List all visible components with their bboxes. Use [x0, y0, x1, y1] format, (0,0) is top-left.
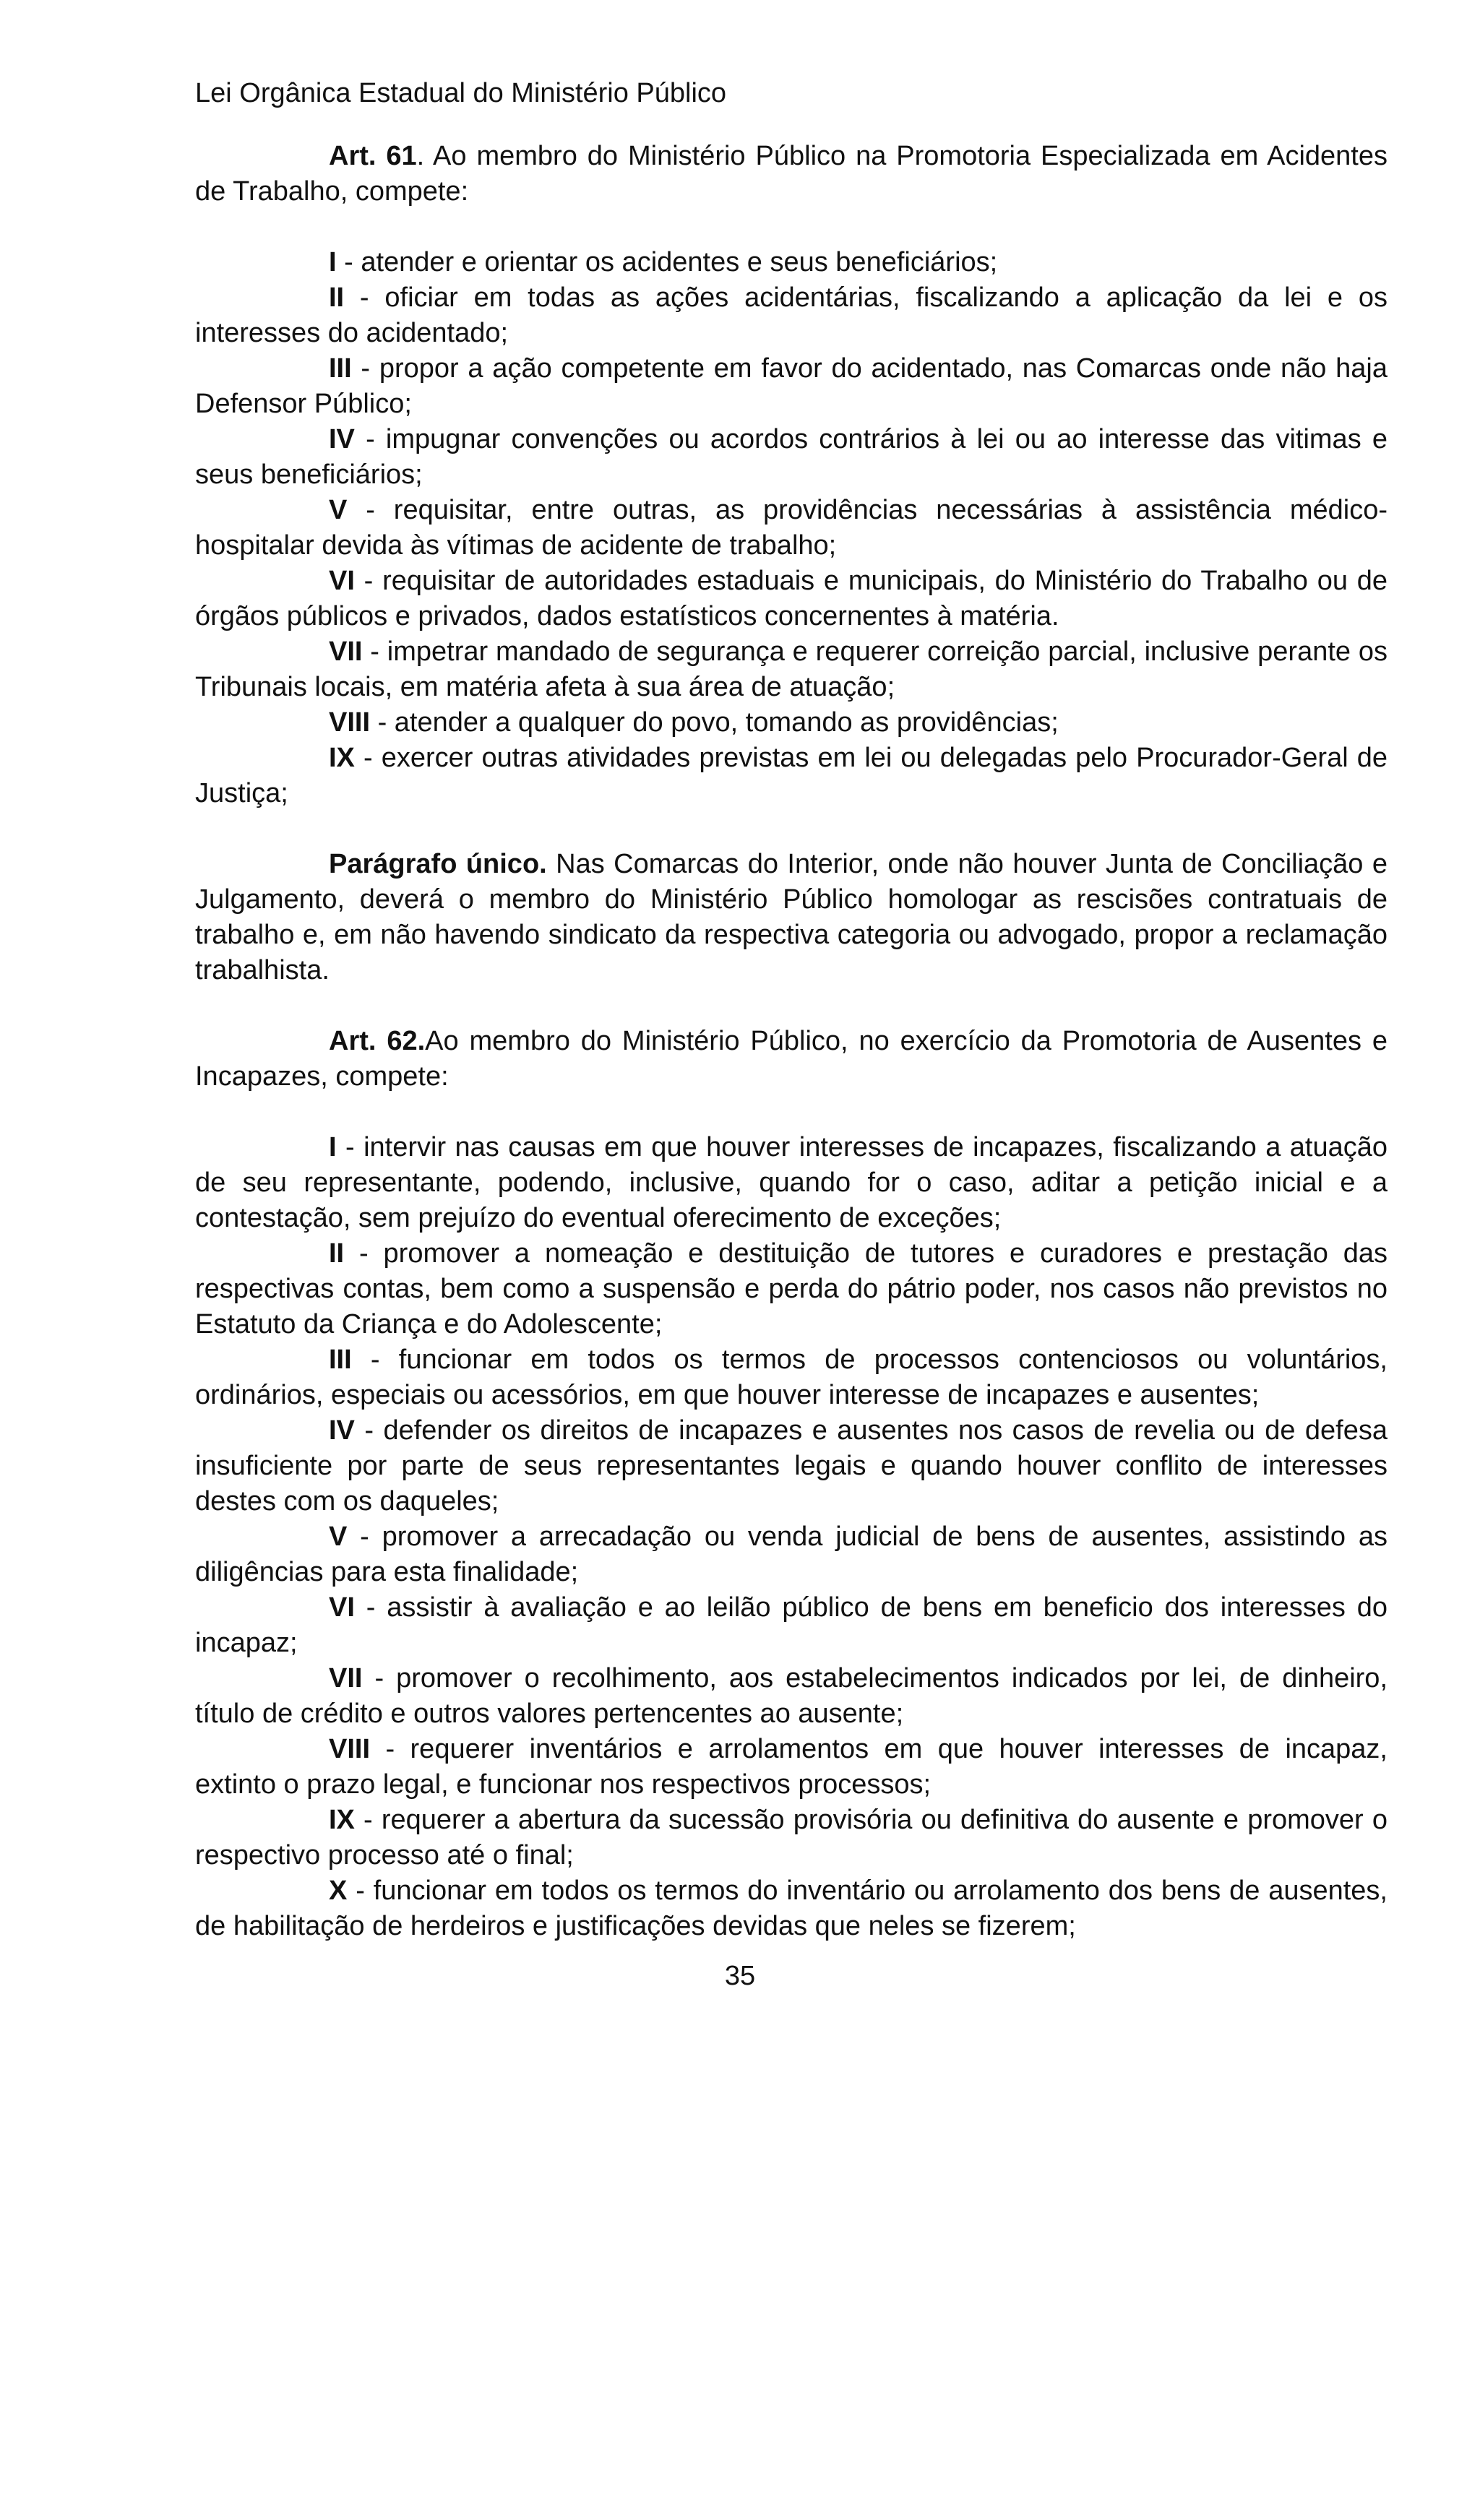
item-text: - requerer inventários e arrolamentos em que houver interesses de incapaz, extinto o prazo legal, e funcionar nos respectivos processos;: [195, 1734, 1388, 1800]
item-label: VI: [329, 1592, 355, 1623]
item-label: I: [329, 1132, 337, 1162]
item-label: IX: [329, 743, 355, 773]
item-text: - impugnar convenções ou acordos contrários à lei ou ao interesse das vitimas e seus beneficiários;: [195, 424, 1388, 490]
item-label: X: [329, 1876, 348, 1906]
item-text: - promover a nomeação e destituição de tutores e curadores e prestação das respectivas contas, bem como a suspensão e perda do pátrio poder, nos casos não previstos no Estatuto da Criança e do Adolescente;: [195, 1238, 1388, 1339]
item-text: - propor a ação competente em favor do acidentado, nas Comarcas onde não haja Defensor Público;: [195, 353, 1388, 419]
sole-paragraph-text: Nas Comarcas do Interior, onde não houver Junta de Conciliação e Julgamento, deverá o membro do Ministério Público homologar as rescisões contratuais de trabalho e, em não havendo sindicato da respectiva categoria ou advogado, propor a reclamação trabalhista.: [195, 849, 1388, 985]
item-label: V: [329, 495, 348, 525]
article-61-item: [195, 422, 1388, 493]
article-61-item: [195, 634, 1388, 705]
item-label: VII: [329, 1663, 363, 1693]
item-text: - atender a qualquer do povo, tomando as providências;: [370, 707, 1059, 738]
item-label: I: [329, 247, 337, 277]
item-text: - defender os direitos de incapazes e ausentes nos casos de revelia ou de defesa insuficiente por parte de seus representantes legais e quando houver conflito de interesses destes com os daqueles;: [195, 1415, 1388, 1516]
item-label: VIII: [329, 1734, 371, 1764]
item-text: - impetrar mandado de segurança e requerer correição parcial, inclusive perante os Tribunais locais, em matéria afeta à sua área de atuação;: [195, 637, 1388, 702]
article-61-item: [195, 351, 1388, 422]
item-label: III: [329, 1345, 352, 1375]
item-label: VII: [329, 637, 363, 667]
article-62-item: [195, 1661, 1388, 1732]
page-content: [195, 139, 1388, 1944]
item-text: - promover o recolhimento, aos estabelecimentos indicados por lei, de dinheiro, título de crédito e outros valores pertencentes ao ausente;: [195, 1663, 1388, 1729]
item-label: II: [329, 1238, 345, 1269]
item-label: III: [329, 353, 352, 384]
article-61-item: [195, 741, 1388, 811]
article-61-heading: [195, 139, 1388, 210]
article-62-item: [195, 1236, 1388, 1342]
article-61-sole-paragraph: [195, 847, 1388, 988]
article-62-item: [195, 1413, 1388, 1519]
article-62-item: [195, 1590, 1388, 1661]
page-number: 35: [724, 1961, 756, 1991]
article-62-text: Ao membro do Ministério Público, no exercício da Promotoria de Ausentes e Incapazes, compete:: [195, 1026, 1388, 1092]
sole-paragraph-label: Parágrafo único.: [329, 849, 547, 879]
article-62-item: [195, 1803, 1388, 1873]
article-62-label: Art. 62.: [329, 1026, 426, 1056]
item-text: - requisitar, entre outras, as providências necessárias à assistência médico-hospitalar devida às vítimas de acidente de trabalho;: [195, 495, 1388, 561]
spacer: [195, 1095, 1388, 1130]
article-61-label: Art. 61: [329, 141, 417, 171]
article-62-item: [195, 1873, 1388, 1944]
item-text: - oficiar em todas as ações acidentárias, fiscalizando a aplicação da lei e os interesses do acidentado;: [195, 282, 1388, 348]
article-62-item: [195, 1342, 1388, 1413]
item-label: VI: [329, 566, 355, 596]
item-text: - requerer a abertura da sucessão provisória ou definitiva do ausente e promover o respectivo processo até o final;: [195, 1805, 1388, 1870]
item-label: VIII: [329, 707, 371, 738]
running-header: Lei Orgânica Estadual do Ministério Público: [195, 78, 727, 108]
item-text: - assistir à avaliação e ao leilão público de bens em beneficio dos interesses do incapaz;: [195, 1592, 1388, 1658]
item-label: IV: [329, 1415, 355, 1446]
item-label: IV: [329, 424, 355, 454]
article-61-item: [195, 493, 1388, 564]
article-62-item: [195, 1519, 1388, 1590]
article-61-item: [195, 280, 1388, 351]
article-62-item: [195, 1732, 1388, 1803]
item-label: II: [329, 282, 345, 313]
spacer: [195, 811, 1388, 847]
spacer: [195, 988, 1388, 1024]
article-61-text: . Ao membro do Ministério Público na Promotoria Especializada em Acidentes de Trabalho, compete:: [195, 141, 1388, 207]
article-62-heading: [195, 1024, 1388, 1095]
item-text: - intervir nas causas em que houver interesses de incapazes, fiscalizando a atuação de seu representante, podendo, inclusive, quando for o caso, aditar a petição inicial e a contestação, sem prejuízo do eventual oferecimento de exceções;: [195, 1132, 1388, 1233]
item-text: - promover a arrecadação ou venda judicial de bens de ausentes, assistindo as diligências para esta finalidade;: [195, 1522, 1388, 1587]
item-text: - requisitar de autoridades estaduais e municipais, do Ministério do Trabalho ou de órgãos públicos e privados, dados estatísticos concernentes à matéria.: [195, 566, 1388, 631]
item-label: IX: [329, 1805, 355, 1835]
item-label: V: [329, 1522, 348, 1552]
article-62-item: [195, 1130, 1388, 1236]
item-text: - funcionar em todos os termos do inventário ou arrolamento dos bens de ausentes, de habilitação de herdeiros e justificações devidas que neles se fizerem;: [195, 1876, 1388, 1941]
item-text: - atender e orientar os acidentes e seus beneficiários;: [336, 247, 998, 277]
item-text: - funcionar em todos os termos de processos contenciosos ou voluntários, ordinários, especiais ou acessórios, em que houver interesse de incapazes e ausentes;: [195, 1345, 1388, 1410]
article-61-item: [195, 564, 1388, 634]
spacer: [195, 210, 1388, 245]
article-61-item: [195, 705, 1388, 741]
item-text: - exercer outras atividades previstas em lei ou delegadas pelo Procurador-Geral de Justiça;: [195, 743, 1388, 808]
article-61-item: [195, 245, 1388, 280]
